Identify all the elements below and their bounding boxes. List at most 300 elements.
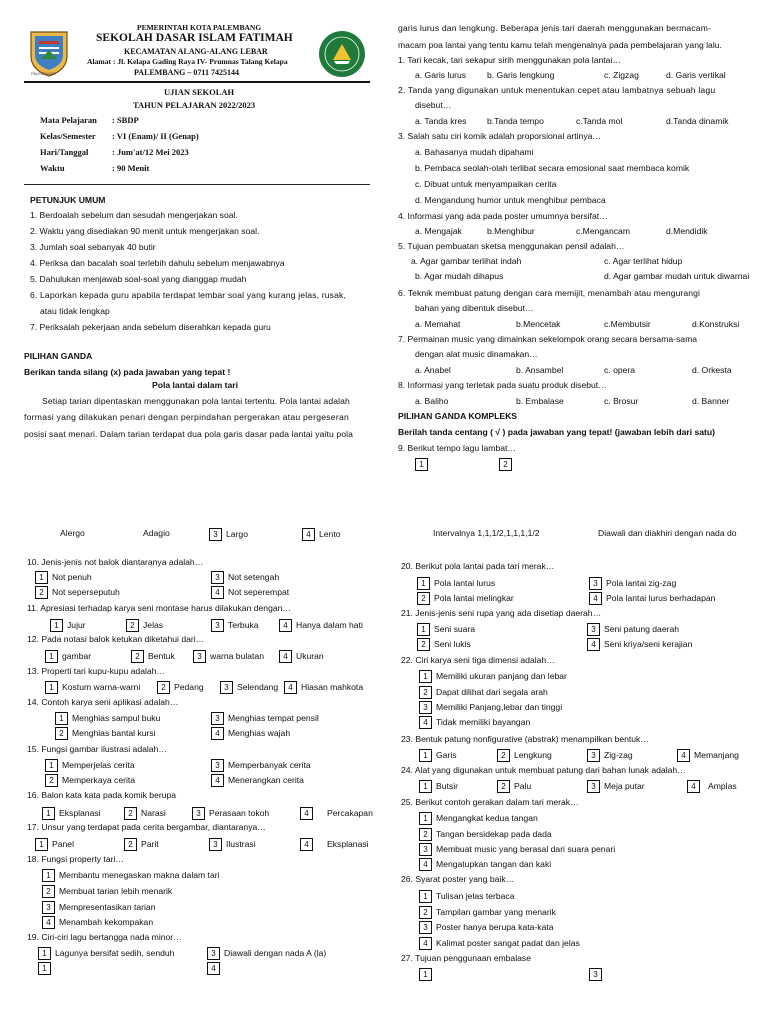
answer-option[interactable]: a. Bahasanya mudah dipahami: [415, 147, 534, 157]
answer-option[interactable]: [38, 947, 174, 960]
question-text: dengan alat music dinamakan…: [415, 349, 538, 359]
option-label: warna bulatan: [210, 650, 264, 661]
question-text: 25. Berikut contoh gerakan dalam tari merak…: [401, 797, 579, 807]
option-label: Hanya dalam hati: [296, 619, 363, 630]
option-label: Mempresentasikan tarian: [59, 901, 156, 912]
answer-option[interactable]: [677, 749, 739, 762]
checkbox-number[interactable]: 4: [279, 650, 292, 663]
answer-option[interactable]: [45, 774, 135, 787]
petunjuk-item: 2. Waktu yang disediakan 90 menit untuk mengerjakan soal.: [30, 226, 260, 236]
checkbox-number[interactable]: 1: [417, 577, 430, 590]
checkbox-number[interactable]: 2: [417, 638, 430, 651]
checkbox-number[interactable]: 1: [38, 962, 51, 975]
option-label: Butsir: [436, 780, 458, 791]
answer-option[interactable]: Adagio: [143, 528, 170, 538]
answer-option[interactable]: d. Orkesta: [692, 365, 732, 375]
option-label: Memiliki ukuran panjang dan lebar: [436, 670, 567, 681]
checkbox-number[interactable]: 3: [42, 901, 55, 914]
checkbox-number[interactable]: 1: [42, 869, 55, 882]
answer-option[interactable]: [211, 759, 311, 772]
answer-option[interactable]: [419, 749, 457, 762]
checkbox-number[interactable]: 3: [419, 843, 432, 856]
answer-option[interactable]: c.Membutsir: [604, 319, 651, 329]
answer-option[interactable]: [417, 577, 495, 590]
option-label: Seni patung daerah: [604, 623, 680, 634]
answer-option[interactable]: [589, 592, 715, 605]
answer-option[interactable]: [38, 962, 55, 975]
checkbox-number[interactable]: 3: [209, 528, 222, 541]
option-label: Tangan bersidekap pada dada: [436, 828, 552, 839]
answer-option[interactable]: [50, 619, 86, 632]
answer-option[interactable]: d.Konstruksi: [692, 319, 740, 329]
answer-option[interactable]: [419, 701, 562, 714]
answer-option[interactable]: [211, 586, 289, 599]
checkbox-number[interactable]: 4: [589, 592, 602, 605]
checkbox-number[interactable]: 3: [193, 650, 206, 663]
option-label: Terbuka: [228, 619, 259, 630]
answer-option[interactable]: [42, 901, 156, 914]
petunjuk-item: 3. Jumlah soal sebanyak 40 butir: [30, 242, 156, 252]
header-divider: [24, 81, 370, 83]
answer-option[interactable]: [419, 716, 530, 729]
answer-option[interactable]: [419, 828, 552, 841]
answer-option[interactable]: b. Ansambel: [516, 365, 564, 375]
answer-option[interactable]: [124, 838, 159, 851]
option-label: Largo: [226, 528, 248, 539]
passage-line: formasi yang dilakukan penari dengan perpindahan pergerakan atau pergeseran: [24, 412, 349, 422]
answer-option[interactable]: [126, 619, 163, 632]
answer-option[interactable]: [419, 937, 580, 950]
answer-option[interactable]: c. Agar terlihat hidup: [604, 256, 683, 266]
passage-line: Setiap tarian dipentaskan menggunakan pola lantai tertentu. Pola lantai adalah: [42, 396, 350, 406]
option-label: Meja putar: [604, 780, 645, 791]
pgk-title: PILIHAN GANDA KOMPLEKS: [398, 411, 518, 421]
answer-option[interactable]: [209, 528, 248, 541]
answer-option[interactable]: d.Tanda dinamik: [666, 116, 729, 126]
option-label: Not setengah: [228, 571, 280, 582]
passage-cont-line: garis lurus dan lengkung. Beberapa jenis tari daerah menggunakan bermacam-: [398, 23, 712, 33]
petunjuk-item: 5. Dahulukan menjawab soal-soal yang dianggap mudah: [30, 274, 247, 284]
checkbox-number[interactable]: 3: [192, 807, 205, 820]
checkbox-number[interactable]: 2: [124, 838, 137, 851]
option-label: Pola lantai melingkar: [434, 592, 514, 603]
answer-option[interactable]: a. Mengajak: [415, 226, 462, 236]
option-label: Hiasan mahkota: [301, 681, 364, 692]
question-text: 6. Teknik membuat patung dengan cara memijit, menambah atau mengurangi: [398, 288, 701, 298]
checkbox-number[interactable]: 4: [284, 681, 297, 694]
checkbox-number[interactable]: 1: [419, 749, 432, 762]
option-label: Kostum warna-warni: [62, 681, 141, 692]
checkbox-number[interactable]: 3: [587, 780, 600, 793]
answer-option[interactable]: [45, 681, 140, 694]
answer-option[interactable]: b.Tanda tempo: [487, 116, 544, 126]
question-text: 10. Jenis-jenis not balok diantaranya adalah…: [27, 557, 204, 567]
option-label: Eksplanasi: [327, 838, 369, 849]
exam-info-value: : SBDP: [112, 115, 139, 125]
answer-option[interactable]: d. Agar gambar mudah untuk diwarnai: [604, 271, 750, 281]
exam-info-label: Mata Pelajaran: [40, 115, 97, 125]
option-label: Not seperseputuh: [52, 586, 120, 597]
checkbox-number[interactable]: 4: [211, 586, 224, 599]
option-label: Membuat tarian lebih menarik: [59, 885, 173, 896]
answer-option[interactable]: [417, 638, 471, 651]
answer-option[interactable]: Diawali dan diakhiri dengan nada do: [598, 528, 737, 538]
answer-option[interactable]: [497, 749, 552, 762]
option-label: Membantu menegaskan makna dalam tari: [59, 869, 220, 880]
answer-option[interactable]: [417, 592, 514, 605]
option-label: Lengkung: [514, 749, 552, 760]
option-label: Menghias wajah: [228, 727, 291, 738]
left-logo-caption: PALEMBANG: [31, 71, 56, 76]
question-text: disebut…: [415, 100, 452, 110]
exam-info-value: : VI (Enam)/ II (Genap): [112, 131, 199, 141]
option-label: Menghias tempat pensil: [228, 712, 319, 723]
option-label: Kalimat poster sangat padat dan jelas: [436, 937, 580, 948]
answer-checkbox[interactable]: [415, 458, 432, 471]
exam-info-label: Waktu: [40, 163, 65, 173]
header-school: SEKOLAH DASAR ISLAM FATIMAH: [96, 32, 293, 44]
answer-option[interactable]: d. Banner: [692, 396, 730, 406]
answer-option[interactable]: [587, 749, 633, 762]
header-address: Alamat : Jl. Kelapa Gading Raya IV- Prumnas Talang Kelapa: [87, 57, 288, 66]
option-label: Dapat dilihat dari segala arah: [436, 686, 548, 697]
checkbox-number[interactable]: 4: [587, 638, 600, 651]
checkbox-number[interactable]: 3: [587, 749, 600, 762]
answer-option[interactable]: a. Baliho: [415, 396, 449, 406]
checkbox-number[interactable]: 3: [211, 712, 224, 725]
checkbox-number[interactable]: 1: [42, 807, 55, 820]
answer-option[interactable]: [157, 681, 204, 694]
checkbox-number[interactable]: 4: [211, 727, 224, 740]
checkbox-number[interactable]: 3: [589, 577, 602, 590]
answer-option[interactable]: [192, 807, 269, 820]
checkbox-number[interactable]: 2: [124, 807, 137, 820]
question-text: 18. Fungsi property tari…: [27, 854, 124, 864]
checkbox-number[interactable]: 2: [417, 592, 430, 605]
answer-option[interactable]: d. Garis vertikal: [666, 70, 726, 80]
option-label: Menambah kekompakan: [59, 916, 154, 927]
answer-option[interactable]: a. Memahat: [415, 319, 461, 329]
option-label: Zig-zag: [604, 749, 633, 760]
answer-option[interactable]: Intervalnya 1,1,1/2,1,1,1,1/2: [433, 528, 540, 538]
checkbox-number[interactable]: 3: [419, 921, 432, 934]
option-label: Pola lantai lurus: [434, 577, 496, 588]
option-label: Mengatupkan tangan dan kaki: [436, 858, 552, 869]
option-label: Tampilan gambar yang menarik: [436, 906, 556, 917]
option-label: Pola lantai zig-zag: [606, 577, 677, 588]
answer-option[interactable]: b.Mencetak: [516, 319, 561, 329]
info-divider: [24, 184, 370, 185]
pgk-instruction: Berilah tanda centang ( √ ) pada jawaban yang tepat! (jawaban lebih dari satu): [398, 427, 716, 437]
answer-option[interactable]: b. Pembaca seolah-olah terlibat secara emosional saat membaca komik: [415, 163, 690, 173]
answer-option[interactable]: c. opera: [604, 365, 636, 375]
answer-option[interactable]: [419, 858, 551, 871]
answer-option[interactable]: [497, 780, 531, 793]
answer-option[interactable]: [45, 650, 91, 663]
pg-title: PILIHAN GANDA: [24, 351, 93, 361]
option-label: Selendang: [237, 681, 279, 692]
answer-option[interactable]: [589, 968, 606, 981]
question-text: 12. Pada notasi balok ketukan diketahui dari…: [27, 634, 205, 644]
exam-info-value: : 90 Menit: [112, 163, 150, 173]
answer-option[interactable]: a. Tanda kres: [415, 116, 467, 126]
checkbox-number[interactable]: 2: [126, 619, 139, 632]
answer-option[interactable]: a. Anabel: [415, 365, 451, 375]
checkbox-number[interactable]: 2: [35, 586, 48, 599]
question-text: 7. Permainan music yang dimainkan sekelompok orang secara bersama-sama: [398, 334, 698, 344]
checkbox-number[interactable]: 1: [419, 968, 432, 981]
answer-option[interactable]: [211, 774, 304, 787]
answer-option[interactable]: [279, 619, 363, 632]
checkbox-number[interactable]: 2: [499, 458, 512, 471]
checkbox-number[interactable]: 2: [157, 681, 170, 694]
option-label: Tulisan jelas terbaca: [436, 890, 515, 901]
answer-option[interactable]: d. Mengandung humor untuk menghibur pembaca: [415, 195, 606, 205]
answer-option[interactable]: b. Garis lengkung: [487, 70, 555, 80]
answer-option[interactable]: [419, 921, 554, 934]
checkbox-number[interactable]: 3: [419, 701, 432, 714]
question-text: 19. Ciri-ciri lagu bertangga nada minor…: [27, 932, 182, 942]
answer-option[interactable]: [211, 619, 259, 632]
answer-option[interactable]: [55, 727, 156, 740]
petunjuk-item: 1. Berdoalah sebelum dan sesudah mengerjakan soal.: [30, 210, 238, 220]
question-text: 9. Berikut tempo lagu lambat…: [398, 443, 516, 453]
option-label: Panel: [52, 838, 74, 849]
option-label: Garis: [436, 749, 457, 760]
option-label: Perasaan tokoh: [209, 807, 270, 818]
answer-option[interactable]: [279, 650, 324, 663]
checkbox-number[interactable]: 2: [497, 749, 510, 762]
checkbox-number[interactable]: 1: [55, 712, 68, 725]
answer-option[interactable]: [419, 686, 548, 699]
answer-option[interactable]: c. Zigzag: [604, 70, 639, 80]
answer-option[interactable]: [42, 916, 153, 929]
answer-option[interactable]: [417, 623, 475, 636]
checkbox-number[interactable]: 3: [220, 681, 233, 694]
checkbox-number[interactable]: 4: [419, 858, 432, 871]
option-label: Eksplanasi: [59, 807, 101, 818]
pg-instruction: Berikan tanda silang (x) pada jawaban yang tepat !: [24, 367, 231, 377]
checkbox-number[interactable]: 1: [45, 681, 58, 694]
checkbox-number[interactable]: 4: [207, 962, 220, 975]
option-label: Seni lukis: [434, 638, 471, 649]
question-text: 5. Tujuan pembuatan sketsa menggunakan pensil adalah…: [398, 241, 625, 251]
answer-option[interactable]: [419, 968, 436, 981]
checkbox-number[interactable]: 2: [42, 885, 55, 898]
option-label: Pola lantai lurus berhadapan: [606, 592, 716, 603]
question-text: 24. Alat yang digunakan untuk membuat patung dari bahan lunak adalah…: [401, 765, 686, 775]
checkbox-number[interactable]: 1: [417, 623, 430, 636]
option-label: gambar: [62, 650, 92, 661]
answer-option[interactable]: c. Brosur: [604, 396, 639, 406]
header-district: KECAMATAN ALANG-ALANG LEBAR: [124, 47, 268, 56]
answer-option[interactable]: [419, 906, 556, 919]
answer-option[interactable]: [687, 780, 737, 793]
answer-option[interactable]: [42, 869, 220, 882]
question-text: 22. Ciri karya seni tiga dimensi adalah…: [401, 655, 555, 665]
checkbox-number[interactable]: 1: [419, 812, 432, 825]
checkbox-number[interactable]: 1: [45, 759, 58, 772]
answer-option[interactable]: [42, 807, 101, 820]
answer-option[interactable]: [589, 577, 676, 590]
checkbox-number[interactable]: 2: [419, 686, 432, 699]
checkbox-number[interactable]: 2: [497, 780, 510, 793]
option-label: Seni kriya/seni kerajian: [604, 638, 693, 649]
checkbox-number[interactable]: 2: [45, 774, 58, 787]
checkbox-number[interactable]: 4: [279, 619, 292, 632]
checkbox-number[interactable]: 3: [211, 619, 224, 632]
question-text: 27. Tujuan penggunaan embalase: [401, 953, 531, 963]
option-label: Mengangkat kedua tangan: [436, 812, 538, 823]
question-text: 17. Unsur yang terdapat pada cerita bergambar, diantaranya…: [27, 822, 266, 832]
checkbox-number[interactable]: 3: [587, 623, 600, 636]
answer-option[interactable]: [35, 571, 92, 584]
question-text: 14. Contoh karya seni aplikasi adalah…: [27, 697, 179, 707]
answer-option[interactable]: d.Mendidik: [666, 226, 708, 236]
question-text: 2. Tanda yang digunakan untuk menentukan cepet atau lambatnya sebuah lagu: [398, 85, 716, 95]
option-label: Amplas: [708, 780, 737, 791]
answer-option[interactable]: [211, 727, 290, 740]
option-label: Menerangkan cerita: [228, 774, 304, 785]
answer-option[interactable]: c.Tanda mol: [576, 116, 623, 126]
answer-option[interactable]: a. Garis lurus: [415, 70, 467, 80]
question-text: 21. Jenis-jenis seni rupa yang ada disetiap daerah…: [401, 608, 602, 618]
question-text: 8. Informasi yang terletak pada suatu produk disebut…: [398, 380, 607, 390]
passage-title: Pola lantai dalam tari: [152, 380, 238, 390]
checkbox-number[interactable]: 4: [42, 916, 55, 929]
answer-option[interactable]: [419, 812, 538, 825]
answer-option[interactable]: [300, 807, 373, 820]
exam-info-label: Hari/Tanggal: [40, 147, 89, 157]
checkbox-number[interactable]: 4: [300, 807, 313, 820]
exam-info-value: : Jum'at/12 Mei 2023: [112, 147, 189, 157]
checkbox-number[interactable]: 3: [207, 947, 220, 960]
checkbox-number[interactable]: 2: [55, 727, 68, 740]
option-label: Lento: [319, 528, 341, 539]
question-text: 11. Apresiasi terhadap karya seni montase harus dilakukan dengan…: [27, 603, 292, 613]
exam-info-label: Kelas/Semester: [40, 131, 96, 141]
answer-option[interactable]: [300, 838, 369, 851]
answer-option[interactable]: [587, 623, 679, 636]
checkbox-number[interactable]: 1: [419, 890, 432, 903]
option-label: Ukuran: [296, 650, 324, 661]
answer-option[interactable]: [419, 843, 615, 856]
answer-option[interactable]: [209, 838, 256, 851]
answer-option[interactable]: a. Agar gambar terlihat indah: [411, 256, 522, 266]
petunjuk-item: 6. Laporkan kepada guru apabila terdapat lembar soal yang kurang jelas, rusak,: [30, 290, 347, 300]
answer-option[interactable]: [207, 947, 326, 960]
exam-year: TAHUN PELAJARAN 2022/2023: [133, 100, 256, 110]
option-label: Membuat music yang berasal dari suara penari: [436, 843, 616, 854]
checkbox-number[interactable]: 4: [302, 528, 315, 541]
answer-option[interactable]: [419, 780, 458, 793]
question-text: 1. Tari kecak, tari sekapur sirih menggunakan pola lantai…: [398, 55, 621, 65]
answer-option[interactable]: [284, 681, 363, 694]
option-label: Jujur: [67, 619, 86, 630]
answer-option[interactable]: b. Agar mudah dihapus: [415, 271, 504, 281]
fatimah-school-logo: [318, 30, 366, 78]
checkbox-number[interactable]: 1: [35, 571, 48, 584]
checkbox-number[interactable]: 1: [50, 619, 63, 632]
answer-option[interactable]: [211, 571, 279, 584]
question-text: 16. Balon kata kata pada komik berupa: [27, 790, 177, 800]
exam-title: UJIAN SEKOLAH: [164, 87, 235, 97]
option-label: Memiliki Panjang,lebar dan tinggi: [436, 701, 563, 712]
checkbox-number[interactable]: 4: [211, 774, 224, 787]
petunjuk-item: atau tidak lengkap: [40, 306, 110, 316]
option-label: Poster hanya berupa kata-kata: [436, 921, 554, 932]
checkbox-number[interactable]: 1: [419, 670, 432, 683]
answer-option[interactable]: b.Menghibur: [487, 226, 535, 236]
answer-option[interactable]: [55, 712, 160, 725]
option-label: Lagunya bersifat sedih, senduh: [55, 947, 175, 958]
answer-option[interactable]: c.Mengancam: [576, 226, 630, 236]
checkbox-number[interactable]: 2: [419, 906, 432, 919]
checkbox-number[interactable]: 4: [677, 749, 690, 762]
checkbox-number[interactable]: 1: [38, 947, 51, 960]
checkbox-number[interactable]: 1: [419, 780, 432, 793]
option-label: Memperkaya cerita: [62, 774, 136, 785]
checkbox-number[interactable]: 4: [300, 838, 313, 851]
checkbox-number[interactable]: 4: [687, 780, 700, 793]
answer-option[interactable]: [419, 890, 515, 903]
answer-option[interactable]: [302, 528, 341, 541]
option-label: Memanjang: [694, 749, 739, 760]
checkbox-number[interactable]: 2: [131, 650, 144, 663]
checkbox-number[interactable]: 3: [211, 571, 224, 584]
answer-option[interactable]: [42, 885, 172, 898]
answer-option[interactable]: [220, 681, 278, 694]
question-text: 3. Salah satu ciri komik adalah proporsional artinya…: [398, 131, 602, 141]
checkbox-number[interactable]: 3: [211, 759, 224, 772]
answer-option[interactable]: [211, 712, 319, 725]
option-label: Seni suara: [434, 623, 476, 634]
checkbox-number[interactable]: 4: [419, 716, 432, 729]
answer-option[interactable]: c. Dibuat untuk menyampaikan cerita: [415, 179, 557, 189]
answer-option[interactable]: Alergo: [60, 528, 85, 538]
checkbox-number[interactable]: 2: [419, 828, 432, 841]
option-label: Percakapan: [327, 807, 373, 818]
checkbox-number[interactable]: 1: [45, 650, 58, 663]
checkbox-number[interactable]: 3: [209, 838, 222, 851]
answer-option[interactable]: [587, 638, 692, 651]
question-text: bahan yang dibentuk disebut…: [415, 303, 534, 313]
answer-checkbox[interactable]: [499, 458, 516, 471]
checkbox-number[interactable]: 3: [589, 968, 602, 981]
checkbox-number[interactable]: 1: [415, 458, 428, 471]
answer-option[interactable]: [587, 780, 645, 793]
option-label: Parit: [141, 838, 159, 849]
answer-option[interactable]: [207, 962, 224, 975]
answer-option[interactable]: [35, 586, 120, 599]
question-text: 23. Bentuk patung nonfigurative (abstrak) menampilkan bentuk…: [401, 734, 649, 744]
option-label: Not penuh: [52, 571, 92, 582]
answer-option[interactable]: [124, 807, 166, 820]
checkbox-number[interactable]: 1: [35, 838, 48, 851]
petunjuk-title: PETUNJUK UMUM: [30, 195, 106, 205]
petunjuk-item: 4. Periksa dan bacalah soal terlebih dahulu sebelum menjawabnya: [30, 258, 285, 268]
answer-option[interactable]: b. Embalase: [516, 396, 564, 406]
answer-option[interactable]: [193, 650, 264, 663]
option-label: Bentuk: [148, 650, 175, 661]
header-city: PALEMBANG – 0711 7425144: [134, 68, 239, 77]
answer-option[interactable]: [131, 650, 175, 663]
answer-option[interactable]: [35, 838, 74, 851]
option-label: Pedang: [174, 681, 204, 692]
checkbox-number[interactable]: 4: [419, 937, 432, 950]
answer-option[interactable]: [45, 759, 135, 772]
answer-option[interactable]: [419, 670, 567, 683]
